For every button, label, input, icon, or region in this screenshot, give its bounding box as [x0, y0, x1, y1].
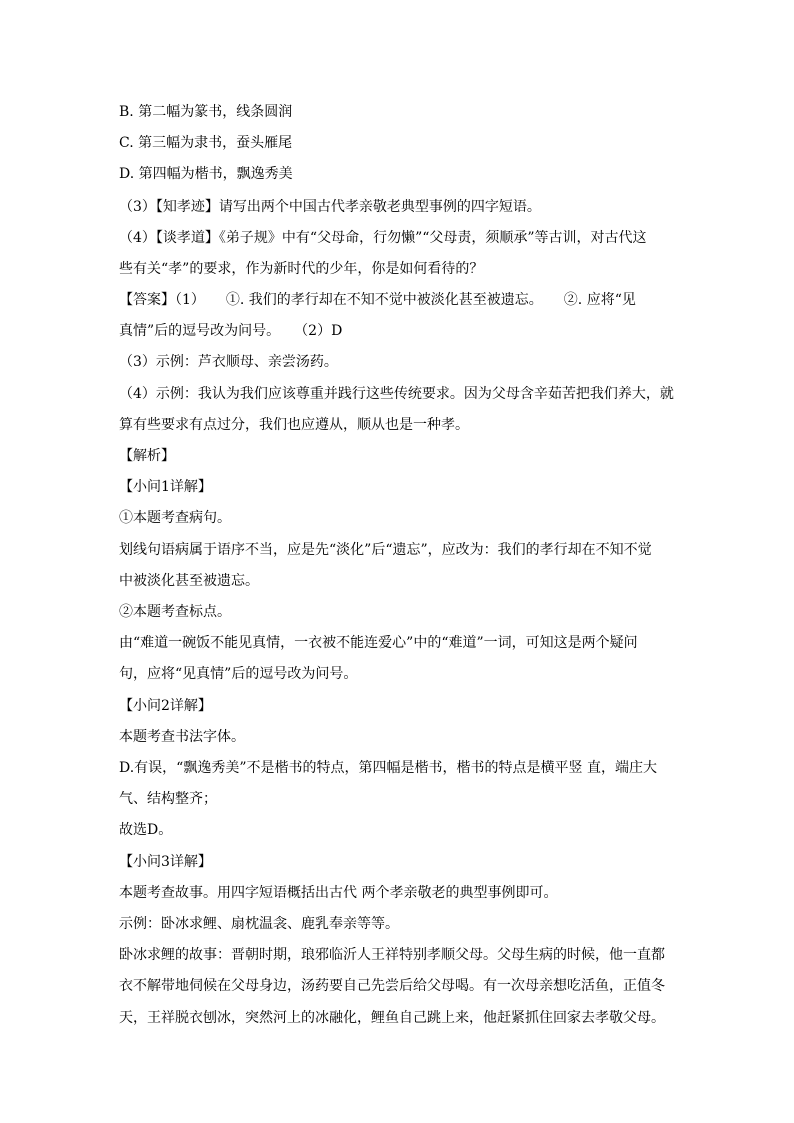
analysis-2-detail-line-1: 由“难道一碗饭不能见真情，一衣被不能连爱心”中的“难道”一词，可知这是两个疑问: [119, 635, 638, 651]
subquestion-3-intro: 本题考查故事。用四字短语概括出古代 两个孝亲敬老的典型事例即可。: [119, 885, 558, 901]
subquestion-1-heading: 【小问1详解】: [119, 479, 212, 495]
analysis-heading: 【解析】: [119, 448, 175, 464]
option-b: B. 第二幅为篆书，线条圆润: [119, 104, 293, 120]
answer-1-line-2: 真情”后的逗号改为问号。 （2）D: [119, 323, 343, 339]
analysis-1-detail-line-1: 划线句语病属于语序不当，应是先“淡化”后“遗忘”，应改为：我们的孝行却在不知不觉: [119, 542, 652, 558]
subquestion-2-detail-line-2: 气、结构整齐；: [119, 791, 217, 807]
option-c: C. 第三幅为隶书，蚕头雁尾: [119, 135, 293, 151]
question-4-line-1: （4）【谈孝道】《弟子规》中有“父母命，行勿懒”“父母责，须顺承”等古训，对古代这: [119, 230, 647, 246]
question-3: （3）【知孝迹】请写出两个中国古代孝亲敬老典型事例的四字短语。: [119, 199, 541, 215]
subquestion-2-detail-line-1: D.有误，“飘逸秀美”不是楷书的特点，第四幅是楷书，楷书的特点是横平竖 直，端庄大: [119, 760, 657, 776]
story-line-2: 衣不解带地伺候在父母身边，汤药要自己先尝后给父母喝。有一次母亲想吃活鱼，正值冬: [119, 978, 665, 994]
subquestion-3-heading: 【小问3详解】: [119, 854, 212, 870]
analysis-1-detail-line-2: 中被淡化甚至被遗忘。: [119, 573, 259, 589]
subquestion-2-conclusion: 故选D。: [119, 822, 173, 838]
analysis-2-detail-line-2: 句，应将“见真情”后的逗号改为问号。: [119, 666, 358, 682]
question-4-line-2: 些有关“孝”的要求，作为新时代的少年，你是如何看待的？: [119, 261, 484, 277]
analysis-1-text: ①本题考查病句。: [119, 510, 231, 526]
subquestion-2-heading: 【小问2详解】: [119, 698, 212, 714]
subquestion-2-intro: 本题考查书法字体。: [119, 729, 245, 745]
option-d: D. 第四幅为楷书，飘逸秀美: [119, 166, 293, 182]
answer-4-line-2: 算有些要求有点过分，我们也应遵从，顺从也是一种孝。: [119, 417, 469, 433]
analysis-2-text: ②本题考查标点。: [119, 604, 231, 620]
subquestion-3-examples: 示例：卧冰求鲤、扇枕温衾、鹿乳奉亲等等。: [119, 916, 399, 932]
story-line-1: 卧冰求鲤的故事：晋朝时期，琅邪临沂人王祥特别孝顺父母。父母生病的时候，他一直都: [119, 947, 665, 963]
answer-4-line-1: （4）示例：我认为我们应该尊重并践行这些传统要求。因为父母含辛茹苦把我们养大，就: [119, 386, 674, 402]
answer-1-line-1: 【答案】（1） ①. 我们的孝行却在不知不觉中被淡化甚至被遗忘。 ②. 应将“见: [119, 292, 636, 308]
answer-3: （3）示例：芦衣顺母、亲尝汤药。: [119, 354, 338, 370]
story-line-3: 天，王祥脱衣刨冰，突然河上的冰融化，鲤鱼自己跳上来，他赶紧抓住回家去孝敬父母。: [119, 1010, 665, 1026]
